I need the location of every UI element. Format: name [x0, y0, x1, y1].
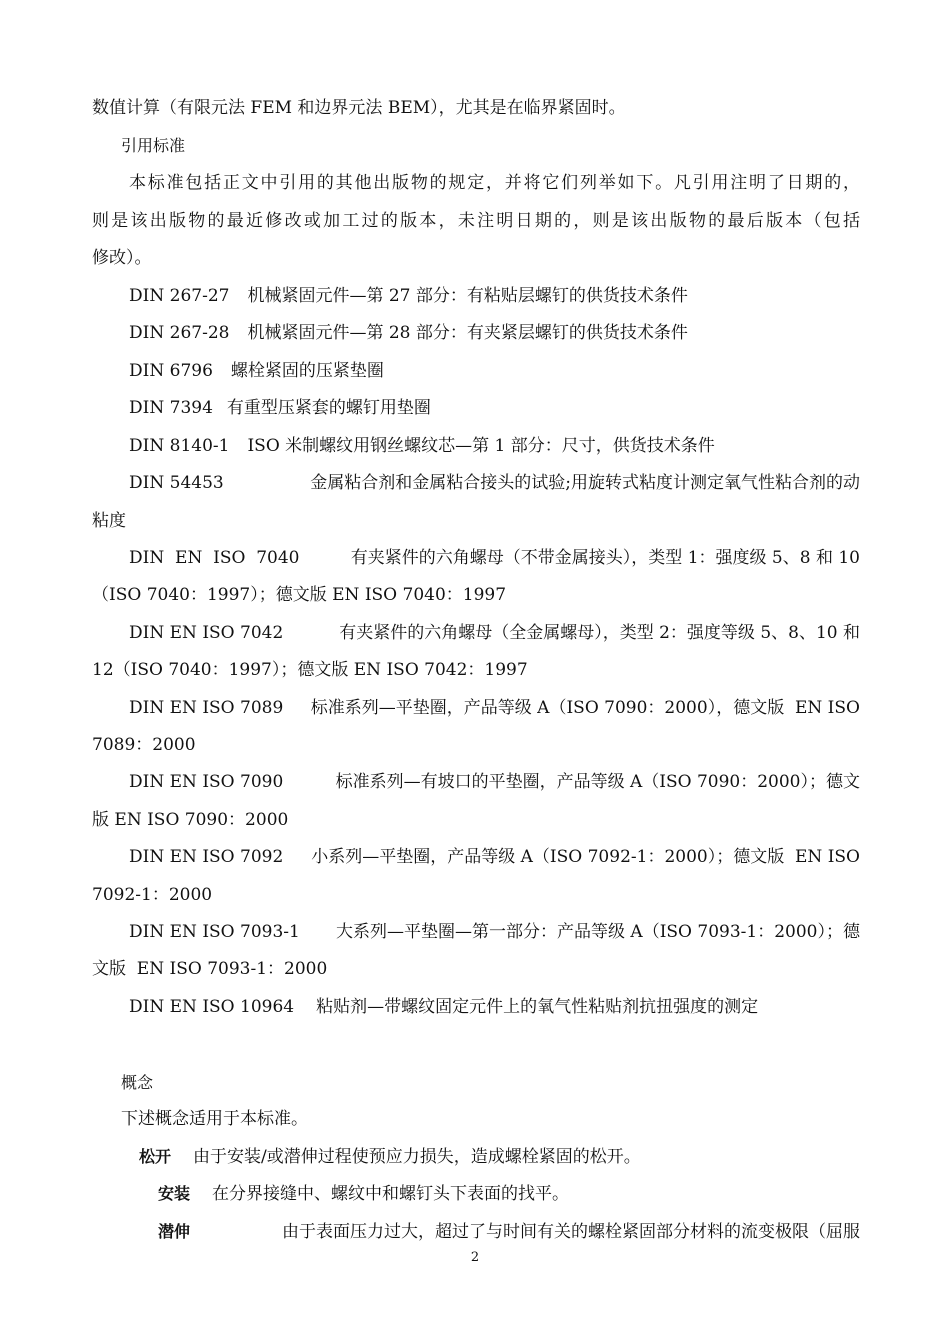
reference-code: DIN 267-27 [129, 286, 230, 306]
reference-title: 标准系列—有坡口的平垫圈，产品等级 A（ISO 7090：2000）；德文 [335, 772, 860, 792]
concept-definition: 在分界接缝中、螺纹中和螺钉头下表面的找平。 [212, 1184, 570, 1204]
page-number: 2 [470, 1250, 480, 1265]
reference-entry [129, 622, 860, 644]
reference-title: 标准系列—平垫圈，产品等级 A（ISO 7090：2000），德文版 EN ISO [310, 698, 860, 718]
reference-entry [129, 771, 860, 793]
reference-code: DIN EN ISO 7042 [129, 623, 284, 643]
intro-line: 数值计算（有限元法 FEM 和边界元法 BEM），尤其是在临界紧固时。 [92, 98, 626, 118]
reference-entry [129, 547, 860, 569]
reference-title: 金属粘合剂和金属粘合接头的试验;用旋转式粘度计测定氧气性粘合剂的动 [310, 473, 860, 493]
reference-code: DIN EN ISO 7092 [129, 847, 284, 867]
reference-entry-continuation: 7089：2000 [92, 735, 196, 755]
reference-code: DIN 54453 [129, 473, 224, 493]
reference-title: 有夹紧件的六角螺母（全金属螺母），类型 2：强度等级 5、8、10 和 [339, 623, 860, 643]
concept-definition: 由于表面压力过大，超过了与时间有关的螺栓紧固部分材料的流变极限（屈服 [282, 1222, 860, 1242]
reference-entry-continuation: 7092-1：2000 [92, 885, 213, 905]
reference-entry [129, 921, 860, 943]
reference-title: 机械紧固元件—第 27 部分：有粘贴层螺钉的供货技术条件 [247, 286, 688, 306]
reference-code: DIN 8140-1 [129, 436, 230, 456]
reference-code: DIN EN ISO 7090 [129, 772, 284, 792]
reference-entry-continuation: （ISO 7040：1997）；德文版 EN ISO 7040：1997 [92, 585, 507, 605]
reference-entry [129, 360, 384, 382]
concepts-intro: 下述概念适用于本标准。 [121, 1109, 308, 1129]
reference-title: 螺栓紧固的压紧垫圈 [230, 361, 384, 381]
concept-term: 潜伸 [158, 1222, 191, 1241]
reference-code: DIN 267-28 [129, 323, 230, 343]
concept-entry [158, 1183, 569, 1205]
reference-entry [129, 285, 688, 307]
reference-entry [129, 397, 431, 419]
reference-title: 大系列—平垫圈—第一部分：产品等级 A（ISO 7093-1：2000）；德 [336, 922, 860, 942]
concepts-heading: 概念 [121, 1073, 154, 1092]
concept-entry [158, 1221, 860, 1243]
concept-entry [139, 1146, 641, 1168]
references-paragraph-line3: 修改）。 [92, 248, 152, 268]
references-paragraph-line1: 本标准包括正文中引用的其他出版物的规定，并将它们列举如下。凡引用注明了日期的， [129, 173, 860, 193]
references-heading: 引用标准 [121, 136, 186, 155]
reference-entry [129, 472, 860, 494]
references-paragraph-line2: 则是该出版物的最近修改或加工过的版本，未注明日期的，则是该出版物的最后版本（包括 [92, 211, 860, 231]
reference-code: DIN EN ISO 7040 [129, 548, 300, 568]
reference-title: 有夹紧件的六角螺母（不带金属接头），类型 1：强度级 5、8 和 10 [350, 548, 860, 568]
reference-title: ISO 米制螺纹用钢丝螺纹芯—第 1 部分：尺寸，供货技术条件 [247, 436, 715, 456]
reference-entry [129, 697, 860, 719]
reference-entry-continuation: 粘度 [92, 511, 126, 531]
concept-definition: 由于安装/或潜伸过程使预应力损失，造成螺栓紧固的松开。 [193, 1147, 641, 1167]
reference-title: 小系列—平垫圈，产品等级 A（ISO 7092-1：2000）；德文版 EN ISO [311, 847, 860, 867]
reference-entry [129, 322, 688, 344]
reference-code: DIN 7394 [129, 398, 213, 418]
reference-entry-continuation: 12（ISO 7040：1997）；德文版 EN ISO 7042：1997 [92, 660, 528, 680]
reference-entry [129, 846, 860, 868]
reference-entry-continuation: 文版 EN ISO 7093-1：2000 [92, 959, 328, 979]
reference-entry [129, 435, 715, 457]
concept-term: 松开 [139, 1147, 172, 1166]
reference-code: DIN EN ISO 7093-1 [129, 922, 300, 942]
reference-title: 粘贴剂—带螺纹固定元件上的氧气性粘贴剂抗扭强度的测定 [316, 997, 759, 1017]
reference-title: 有重型压紧套的螺钉用垫圈 [226, 398, 431, 418]
reference-entry [129, 996, 758, 1018]
reference-code: DIN 6796 [129, 361, 213, 381]
concept-term: 安装 [158, 1184, 191, 1203]
reference-entry-continuation: 版 EN ISO 7090：2000 [92, 810, 289, 830]
reference-title: 机械紧固元件—第 28 部分：有夹紧层螺钉的供货技术条件 [247, 323, 688, 343]
reference-code: DIN EN ISO 7089 [129, 698, 284, 718]
reference-code: DIN EN ISO 10964 [129, 997, 295, 1017]
